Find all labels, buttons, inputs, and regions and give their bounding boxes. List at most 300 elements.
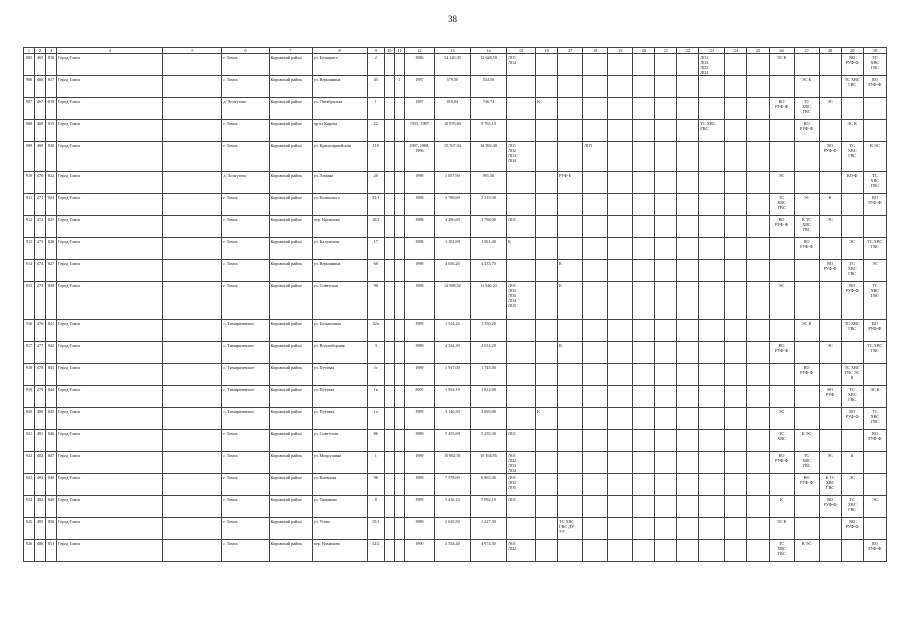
cell-col-22	[677, 364, 699, 386]
cell-col-16	[536, 282, 558, 320]
cell-col-16: К	[536, 408, 558, 430]
cell-col-25	[747, 172, 769, 194]
cell-col-15: ЛО1 ЛО4	[507, 54, 536, 76]
cell-col-29: ТС ХВС ГВС	[841, 76, 863, 98]
cell-col-8: ул. Октябрьская	[312, 98, 367, 120]
cell-col-24	[725, 518, 747, 540]
cell-col-25	[747, 120, 769, 142]
cell-col-1: 923	[24, 474, 35, 496]
cell-col-13: 1 917,00	[434, 364, 470, 386]
cell-col-22	[677, 282, 699, 320]
cell-col-27: К ЭС	[794, 430, 819, 452]
cell-col-18	[583, 430, 608, 452]
register-table	[23, 47, 887, 562]
cell-col-30	[863, 216, 886, 238]
cell-col-27	[794, 342, 819, 364]
cell-col-15	[507, 76, 536, 98]
cell-col-20	[633, 408, 655, 430]
cell-col-17	[558, 194, 583, 216]
cell-col-26	[769, 474, 794, 496]
cell-col-3: 851	[46, 540, 57, 562]
cell-col-17	[558, 408, 583, 430]
cell-col-6: с. Тимирязевское	[222, 408, 269, 430]
cell-col-21	[655, 540, 677, 562]
cell-col-17	[558, 430, 583, 452]
cell-col-28	[819, 120, 841, 142]
cell-col-4: Город Томск	[57, 282, 163, 320]
cell-col-21	[655, 142, 677, 172]
cell-col-30: К ЭС	[863, 142, 886, 172]
table-row	[24, 98, 887, 120]
cell-col-20	[633, 216, 655, 238]
table-row	[24, 540, 887, 562]
cell-col-27	[794, 54, 819, 76]
table-row	[24, 386, 887, 408]
cell-col-13: 5 436,10	[434, 496, 470, 518]
cell-col-1: 911	[24, 194, 35, 216]
cell-col-23: ТС ХВС ГВС	[699, 120, 725, 142]
cell-col-10	[384, 496, 394, 518]
cell-col-19	[608, 430, 633, 452]
table-row	[24, 518, 887, 540]
cell-col-5	[163, 282, 222, 320]
cell-col-5	[163, 408, 222, 430]
cell-col-19	[608, 386, 633, 408]
cell-col-18	[583, 518, 608, 540]
cell-col-12: 1989	[404, 474, 434, 496]
cell-col-10	[384, 216, 394, 238]
cell-col-18	[583, 260, 608, 282]
cell-col-28: К	[819, 194, 841, 216]
column-number-cell: 11	[394, 48, 404, 54]
cell-col-13: 15 767,04	[434, 142, 470, 172]
cell-col-17	[558, 216, 583, 238]
cell-col-30: ТС ХВС ГВС	[863, 238, 886, 260]
cell-col-7: Кировский район	[269, 216, 312, 238]
cell-col-30: ТС ХВС ГВС	[863, 172, 886, 194]
cell-col-7: Кировский район	[269, 238, 312, 260]
cell-col-28: ВО РУФ-Ф	[819, 142, 841, 172]
cell-col-24	[725, 320, 747, 342]
cell-col-15	[507, 408, 536, 430]
cell-col-16	[536, 216, 558, 238]
cell-col-13: 3 146,30	[434, 408, 470, 430]
cell-col-11	[394, 142, 404, 172]
cell-col-28	[819, 408, 841, 430]
cell-col-15	[507, 386, 536, 408]
cell-col-5	[163, 342, 222, 364]
cell-col-3: 828	[46, 282, 57, 320]
cell-col-29	[841, 430, 863, 452]
cell-col-2: 476	[35, 320, 46, 342]
cell-col-2: 475	[35, 282, 46, 320]
cell-col-8: ул. Калужская	[312, 238, 367, 260]
cell-col-4: Город Томск	[57, 98, 163, 120]
cell-col-20	[633, 540, 655, 562]
cell-col-16	[536, 142, 558, 172]
cell-col-5	[163, 260, 222, 282]
cell-col-5	[163, 430, 222, 452]
cell-col-30: ВО РУФ-Ф	[863, 320, 886, 342]
cell-col-4: Город Томск	[57, 76, 163, 98]
cell-col-23	[699, 142, 725, 172]
cell-col-13: 14 120,30	[434, 54, 470, 76]
cell-col-19	[608, 452, 633, 474]
cell-col-5	[163, 496, 222, 518]
cell-col-24	[725, 142, 747, 172]
cell-col-7: Кировский район	[269, 76, 312, 98]
cell-col-17: К	[558, 260, 583, 282]
table-row	[24, 408, 887, 430]
cell-col-14: 2 895,90	[470, 408, 506, 430]
cell-col-15: ЛО1	[507, 496, 536, 518]
cell-col-21	[655, 260, 677, 282]
cell-col-13: 816,04	[434, 98, 470, 120]
cell-col-19	[608, 238, 633, 260]
cell-col-29: ТС ХВС ГВС	[841, 496, 863, 518]
cell-col-20	[633, 238, 655, 260]
cell-col-12: 1987, 1988, 1996	[404, 142, 434, 172]
cell-col-22	[677, 408, 699, 430]
cell-col-16	[536, 364, 558, 386]
cell-col-9: 12/2	[367, 540, 384, 562]
cell-col-17	[558, 54, 583, 76]
cell-col-21	[655, 386, 677, 408]
cell-col-6: г. Томск	[222, 142, 269, 172]
cell-col-11	[394, 172, 404, 194]
cell-col-2: 468	[35, 120, 46, 142]
cell-col-22	[677, 142, 699, 172]
cell-col-29: К	[841, 452, 863, 474]
cell-col-14: 1 812,00	[470, 386, 506, 408]
cell-col-20	[633, 320, 655, 342]
cell-col-2: 481	[35, 430, 46, 452]
cell-col-9: 3	[367, 342, 384, 364]
cell-col-2: 477	[35, 342, 46, 364]
cell-col-11	[394, 540, 404, 562]
cell-col-10	[384, 518, 394, 540]
column-number-cell: 5	[163, 48, 222, 54]
cell-col-22	[677, 260, 699, 282]
cell-col-21	[655, 282, 677, 320]
cell-col-27	[794, 142, 819, 172]
cell-col-17	[558, 540, 583, 562]
cell-col-26	[769, 260, 794, 282]
cell-col-2: 485	[35, 518, 46, 540]
cell-col-21	[655, 172, 677, 194]
cell-col-10	[384, 386, 394, 408]
cell-col-23	[699, 452, 725, 474]
cell-col-30	[863, 98, 886, 120]
cell-col-29	[841, 216, 863, 238]
cell-col-26	[769, 364, 794, 386]
cell-col-27: ЭС К	[794, 76, 819, 98]
cell-col-24	[725, 408, 747, 430]
cell-col-16	[536, 320, 558, 342]
table-row	[24, 452, 887, 474]
cell-col-28	[819, 430, 841, 452]
cell-col-12: 1988	[404, 282, 434, 320]
cell-col-11	[394, 54, 404, 76]
cell-col-26: ТС ХВС	[769, 430, 794, 452]
cell-col-15	[507, 518, 536, 540]
cell-col-10	[384, 282, 394, 320]
cell-col-8: ул. Путевая	[312, 408, 367, 430]
cell-col-25	[747, 194, 769, 216]
cell-col-27: ВО РУФ-Ф	[794, 364, 819, 386]
cell-col-5	[163, 194, 222, 216]
cell-col-19	[608, 120, 633, 142]
cell-col-21	[655, 216, 677, 238]
cell-col-2: 473	[35, 238, 46, 260]
cell-col-9: 33/1	[367, 194, 384, 216]
cell-col-1: 922	[24, 452, 35, 474]
column-number-cell: 21	[655, 48, 677, 54]
cell-col-9: 1а	[367, 408, 384, 430]
cell-col-14: 746,74	[470, 98, 506, 120]
cell-col-14: 10 164,95	[470, 452, 506, 474]
cell-col-14: 14 592,40	[470, 142, 506, 172]
cell-col-16	[536, 430, 558, 452]
cell-col-23	[699, 408, 725, 430]
cell-col-3: 849	[46, 496, 57, 518]
table-row	[24, 474, 887, 496]
cell-col-12: 1989	[404, 320, 434, 342]
cell-col-21	[655, 430, 677, 452]
cell-col-7: Кировский район	[269, 474, 312, 496]
cell-col-14: 1 061,40	[470, 238, 506, 260]
cell-col-17	[558, 386, 583, 408]
cell-col-1: 920	[24, 408, 35, 430]
cell-col-18	[583, 320, 608, 342]
cell-col-21	[655, 474, 677, 496]
cell-col-11	[394, 98, 404, 120]
cell-col-25	[747, 142, 769, 172]
cell-col-2: 484	[35, 496, 46, 518]
column-number-cell: 29	[841, 48, 863, 54]
cell-col-20	[633, 98, 655, 120]
cell-col-22	[677, 54, 699, 76]
cell-col-12: 2005	[404, 386, 434, 408]
column-number-cell: 22	[677, 48, 699, 54]
cell-col-14: 4 974,30	[470, 540, 506, 562]
cell-col-24	[725, 76, 747, 98]
cell-col-26	[769, 386, 794, 408]
cell-col-5	[163, 172, 222, 194]
cell-col-8: ул. Водозаборная	[312, 342, 367, 364]
cell-col-19	[608, 54, 633, 76]
cell-col-14: 2 319,30	[470, 194, 506, 216]
cell-col-10	[384, 540, 394, 562]
column-number-cell: 19	[608, 48, 633, 54]
cell-col-20	[633, 474, 655, 496]
cell-col-15	[507, 172, 536, 194]
cell-col-28: ЭС	[819, 216, 841, 238]
cell-col-27: ЭС	[794, 194, 819, 216]
cell-col-10	[384, 320, 394, 342]
cell-col-21	[655, 452, 677, 474]
cell-col-16	[536, 518, 558, 540]
cell-col-22	[677, 238, 699, 260]
cell-col-6: г. Томск	[222, 216, 269, 238]
cell-col-4: Город Томск	[57, 216, 163, 238]
cell-col-20	[633, 518, 655, 540]
table-row	[24, 320, 887, 342]
cell-col-28	[819, 320, 841, 342]
cell-col-23	[699, 386, 725, 408]
column-number-cell: 9	[367, 48, 384, 54]
cell-col-7: Кировский район	[269, 386, 312, 408]
cell-col-20	[633, 260, 655, 282]
cell-col-24	[725, 496, 747, 518]
cell-col-11	[394, 386, 404, 408]
cell-col-14: 9 765,10	[470, 120, 506, 142]
column-number-cell: 23	[699, 48, 725, 54]
cell-col-6: с. Тимирязевское	[222, 320, 269, 342]
cell-col-27	[794, 260, 819, 282]
cell-col-6: с. Тимирязевское	[222, 386, 269, 408]
cell-col-30	[863, 364, 886, 386]
cell-col-5	[163, 518, 222, 540]
cell-col-17	[558, 142, 583, 172]
cell-col-9: 1	[367, 452, 384, 474]
cell-col-14: 1 745,00	[470, 364, 506, 386]
cell-col-13: 1 057,90	[434, 172, 470, 194]
cell-col-22	[677, 518, 699, 540]
cell-col-14: 11 540,20	[470, 282, 506, 320]
cell-col-22	[677, 452, 699, 474]
cell-col-8: ул. Киевская	[312, 474, 367, 496]
cell-col-21	[655, 496, 677, 518]
cell-col-28	[819, 364, 841, 386]
cell-col-15	[507, 120, 536, 142]
cell-col-26: ВО РУФ-Ф	[769, 98, 794, 120]
cell-col-19	[608, 216, 633, 238]
cell-col-29: ВО РУФ-Ф	[841, 408, 863, 430]
cell-col-15	[507, 260, 536, 282]
cell-col-11	[394, 282, 404, 320]
cell-col-18	[583, 496, 608, 518]
table-row	[24, 260, 887, 282]
cell-col-19	[608, 172, 633, 194]
cell-col-4: Город Томск	[57, 142, 163, 172]
cell-col-5	[163, 120, 222, 142]
column-number-cell: 10	[384, 48, 394, 54]
cell-col-28	[819, 238, 841, 260]
cell-col-19	[608, 320, 633, 342]
cell-col-21	[655, 98, 677, 120]
cell-col-18	[583, 216, 608, 238]
cell-col-4: Город Томск	[57, 260, 163, 282]
cell-col-25	[747, 408, 769, 430]
cell-col-20	[633, 142, 655, 172]
cell-col-28: ЭС	[819, 98, 841, 120]
cell-col-3: 825	[46, 216, 57, 238]
cell-col-30: ТС ХВС ГВС	[863, 54, 886, 76]
cell-col-8: ул. Вершинина	[312, 260, 367, 282]
cell-col-8: ул. Вершинина	[312, 76, 367, 98]
cell-col-15	[507, 98, 536, 120]
cell-col-9: 8	[367, 496, 384, 518]
cell-col-14: 991,30	[470, 172, 506, 194]
column-number-cell: 17	[558, 48, 583, 54]
cell-col-11	[394, 452, 404, 474]
cell-col-20	[633, 194, 655, 216]
cell-col-1: 919	[24, 386, 35, 408]
table-row	[24, 496, 887, 518]
cell-col-13: 10 862,91	[434, 452, 470, 474]
cell-col-4: Город Томск	[57, 474, 163, 496]
cell-col-16	[536, 238, 558, 260]
cell-col-25	[747, 386, 769, 408]
cell-col-29: ТС ХВС ГВС	[841, 142, 863, 172]
cell-col-24	[725, 172, 747, 194]
cell-col-13: 4 334,30	[434, 342, 470, 364]
cell-col-3: 817	[46, 76, 57, 98]
cell-col-11	[394, 496, 404, 518]
cell-col-23	[699, 320, 725, 342]
cell-col-4: Город Томск	[57, 320, 163, 342]
cell-col-11	[394, 260, 404, 282]
cell-col-18	[583, 194, 608, 216]
cell-col-4: Город Томск	[57, 54, 163, 76]
cell-col-8: ул. Белинского	[312, 194, 367, 216]
cell-col-23	[699, 364, 725, 386]
table-row	[24, 238, 887, 260]
cell-col-3: 845	[46, 408, 57, 430]
cell-col-6: г. Томск	[222, 518, 269, 540]
cell-col-24	[725, 238, 747, 260]
cell-col-9: 1г	[367, 364, 384, 386]
cell-col-12: 1989	[404, 452, 434, 474]
cell-col-11	[394, 194, 404, 216]
cell-col-8: ул. Тимакова	[312, 496, 367, 518]
cell-col-23	[699, 496, 725, 518]
cell-col-22	[677, 386, 699, 408]
cell-col-12: 1989	[404, 430, 434, 452]
cell-col-9: 99	[367, 282, 384, 320]
cell-col-17	[558, 364, 583, 386]
cell-col-26	[769, 238, 794, 260]
cell-col-30: ТС ХВС ГВС	[863, 282, 886, 320]
cell-col-4: Город Томск	[57, 364, 163, 386]
cell-col-14: 1 350,20	[470, 320, 506, 342]
cell-col-25	[747, 364, 769, 386]
cell-col-21	[655, 120, 677, 142]
cell-col-15: ЛО1 ЛО2 ЛО5	[507, 474, 536, 496]
cell-col-22	[677, 98, 699, 120]
cell-col-3: 846	[46, 430, 57, 452]
cell-col-24	[725, 98, 747, 120]
cell-col-30	[863, 120, 886, 142]
cell-col-20	[633, 76, 655, 98]
cell-col-2: 465	[35, 54, 46, 76]
column-number-cell: 18	[583, 48, 608, 54]
cell-col-7: Кировский район	[269, 518, 312, 540]
cell-col-13: 2 788,60	[434, 194, 470, 216]
cell-col-7: Кировский район	[269, 282, 312, 320]
cell-col-2: 486	[35, 540, 46, 562]
column-number-cell: 16	[536, 48, 558, 54]
cell-col-16: К	[536, 98, 558, 120]
cell-col-19	[608, 496, 633, 518]
cell-col-19	[608, 364, 633, 386]
cell-col-19	[608, 76, 633, 98]
cell-col-6: д. Лоскутово	[222, 98, 269, 120]
cell-col-25	[747, 496, 769, 518]
cell-col-28	[819, 282, 841, 320]
cell-col-5	[163, 386, 222, 408]
